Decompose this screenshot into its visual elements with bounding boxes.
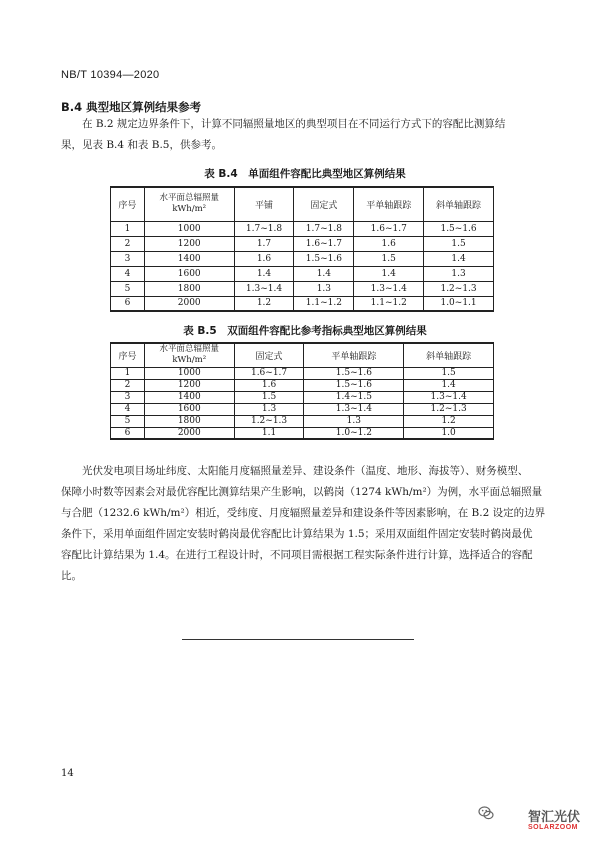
- table-cell: 1.1: [234, 427, 304, 439]
- table-cell: 6: [111, 427, 145, 439]
- table-cell: 3: [111, 251, 145, 266]
- table-cell: 1: [111, 221, 145, 236]
- table-cell: 1: [111, 367, 145, 379]
- table-cell: 1400: [144, 251, 234, 266]
- section-title: B.4 典型地区算例结果参考: [61, 100, 202, 114]
- table-cell: 1.5: [424, 236, 494, 251]
- table-row: [111, 427, 494, 439]
- header-cell: 斜单轴跟踪: [424, 187, 494, 221]
- table-cell: 1.2: [404, 415, 494, 427]
- table-cell: 5: [111, 281, 145, 296]
- header-cell: [144, 187, 234, 221]
- table-cell: 1.3: [424, 266, 494, 281]
- header-cell: 平铺: [234, 187, 294, 221]
- table-row: [111, 367, 494, 379]
- table-row: [111, 251, 494, 266]
- table-cell: 1.5: [234, 391, 304, 403]
- table-cell: 1200: [144, 379, 234, 391]
- table-cell: 1.7: [234, 236, 294, 251]
- table-cell: 1.2~1.3: [234, 415, 304, 427]
- table-cell: 1400: [144, 391, 234, 403]
- table-row: [111, 266, 494, 281]
- table-cell: 1800: [144, 281, 234, 296]
- table-row: [111, 221, 494, 236]
- table-cell: 2: [111, 379, 145, 391]
- header-cell: 固定式: [294, 187, 354, 221]
- table-cell: 5: [111, 415, 145, 427]
- table-row: [111, 281, 494, 296]
- standard-number: NB/T 10394—2020: [61, 69, 160, 81]
- intro-paragraph: [61, 114, 549, 156]
- table-cell: 1.4: [294, 266, 354, 281]
- table-cell: 1.2~1.3: [404, 403, 494, 415]
- table-cell: 1.6~1.7: [294, 236, 354, 251]
- header-cell: 平单轴跟踪: [354, 187, 424, 221]
- table-cell: 1.1~1.2: [294, 296, 354, 311]
- table-row: [111, 296, 494, 311]
- table-cell: 1.5~1.6: [304, 367, 404, 379]
- table-header-row: [111, 187, 494, 221]
- table-row: [111, 379, 494, 391]
- table-cell: 1.7~1.8: [234, 221, 294, 236]
- intro-line: 果，见表 B.4 和表 B.5，供参考。: [61, 139, 222, 151]
- table-b5: [110, 342, 494, 440]
- header-cell: 平单轴跟踪: [304, 343, 404, 367]
- table-cell: 1.1~1.2: [354, 296, 424, 311]
- table-cell: 1.6~1.7: [234, 367, 304, 379]
- header-unit: kWh/m²: [172, 204, 207, 215]
- table-cell: 1800: [144, 415, 234, 427]
- table-cell: 1000: [144, 221, 234, 236]
- watermark-brand: 智汇光伏: [527, 810, 580, 825]
- table-cell: 1.7~1.8: [294, 221, 354, 236]
- watermark-site: SOLARZOOM: [528, 824, 578, 831]
- table-cell: 2000: [144, 427, 234, 439]
- body-line: 保障小时数等因素会对最优容配比测算结果产生影响，以鹤岗（1274 kWh/m²）为例，水平面总辐照量: [61, 486, 543, 498]
- table-b5-title: 表 B.5 双面组件容配比参考指标典型地区算例结果: [183, 325, 427, 337]
- header-cell: 序号: [111, 187, 145, 221]
- header-cell: [144, 343, 234, 367]
- table-cell: 1.3~1.4: [404, 391, 494, 403]
- table-cell: 1.3~1.4: [234, 281, 294, 296]
- table-cell: 1.4: [404, 379, 494, 391]
- body-line: 与合肥（1232.6 kWh/m²）相近，受纬度、月度辐照量差异和建设条件等因素影响，在 B.2 设定的边界: [61, 507, 546, 519]
- table-cell: 4: [111, 266, 145, 281]
- table-cell: 1600: [144, 403, 234, 415]
- table-header-row: [111, 343, 494, 367]
- table-cell: 1.3: [304, 415, 404, 427]
- header-text: 水平面总辐照量: [159, 193, 219, 204]
- table-cell: 1.5~1.6: [424, 221, 494, 236]
- table-b4: [110, 186, 494, 312]
- table-cell: 1.6: [234, 251, 294, 266]
- wechat-logo-icon: [478, 805, 494, 821]
- body-line: 比。: [61, 570, 82, 582]
- end-separator-line: [182, 639, 414, 640]
- header-text: 水平面总辐照量: [159, 344, 220, 355]
- table-cell: 1.5: [404, 367, 494, 379]
- body-line: 条件下，采用单面组件固定安装时鹤岗最优容配比计算结果为 1.5；采用双面组件固定安装时鹤岗最优: [61, 528, 533, 540]
- table-cell: 1.5~1.6: [294, 251, 354, 266]
- table-row: [111, 403, 494, 415]
- page-number: 14: [61, 768, 74, 779]
- body-paragraph: [61, 461, 549, 587]
- intro-line: 在 B.2 规定边界条件下，计算不同辐照量地区的典型项目在不同运行方式下的容配比测算结: [82, 118, 506, 130]
- table-cell: 1.2~1.3: [424, 281, 494, 296]
- table-cell: 2000: [144, 296, 234, 311]
- table-cell: 1600: [144, 266, 234, 281]
- table-cell: 1.4~1.5: [304, 391, 404, 403]
- table-cell: 1.2: [234, 296, 294, 311]
- table-cell: 1.4: [234, 266, 294, 281]
- table-cell: 1.5: [354, 251, 424, 266]
- table-cell: 1000: [144, 367, 234, 379]
- table-cell: 1.4: [354, 266, 424, 281]
- table-cell: 1.0~1.1: [424, 296, 494, 311]
- header-cell: 固定式: [234, 343, 304, 367]
- table-row: [111, 391, 494, 403]
- header-cell: 序号: [111, 343, 145, 367]
- table-cell: 1.3: [294, 281, 354, 296]
- table-cell: 1.6~1.7: [354, 221, 424, 236]
- table-cell: 1.4: [424, 251, 494, 266]
- body-line: 容配比计算结果为 1.4。在进行工程设计时，不同项目需根据工程实际条件进行计算，选择适合的容配: [61, 549, 533, 561]
- body-line: 光伏发电项目场址纬度、太阳能月度辐照量差异、建设条件（温度、地形、海拔等）、财务模型、: [82, 465, 529, 477]
- table-cell: 1.0~1.2: [304, 427, 404, 439]
- table-cell: 2: [111, 236, 145, 251]
- header-cell: 斜单轴跟踪: [404, 343, 494, 367]
- table-cell: 1.3: [234, 403, 304, 415]
- table-row: [111, 236, 494, 251]
- table-b4-title: 表 B.4 单面组件容配比典型地区算例结果: [204, 168, 406, 180]
- table-row: [111, 415, 494, 427]
- table-cell: 1.6: [234, 379, 304, 391]
- table-cell: 1.6: [354, 236, 424, 251]
- table-cell: 6: [111, 296, 145, 311]
- table-cell: 4: [111, 403, 145, 415]
- header-unit: kWh/m²: [172, 355, 207, 366]
- table-cell: 1200: [144, 236, 234, 251]
- table-cell: 3: [111, 391, 145, 403]
- table-cell: 1.3~1.4: [304, 403, 404, 415]
- table-cell: 1.5~1.6: [304, 379, 404, 391]
- table-cell: 1.0: [404, 427, 494, 439]
- table-cell: 1.3~1.4: [354, 281, 424, 296]
